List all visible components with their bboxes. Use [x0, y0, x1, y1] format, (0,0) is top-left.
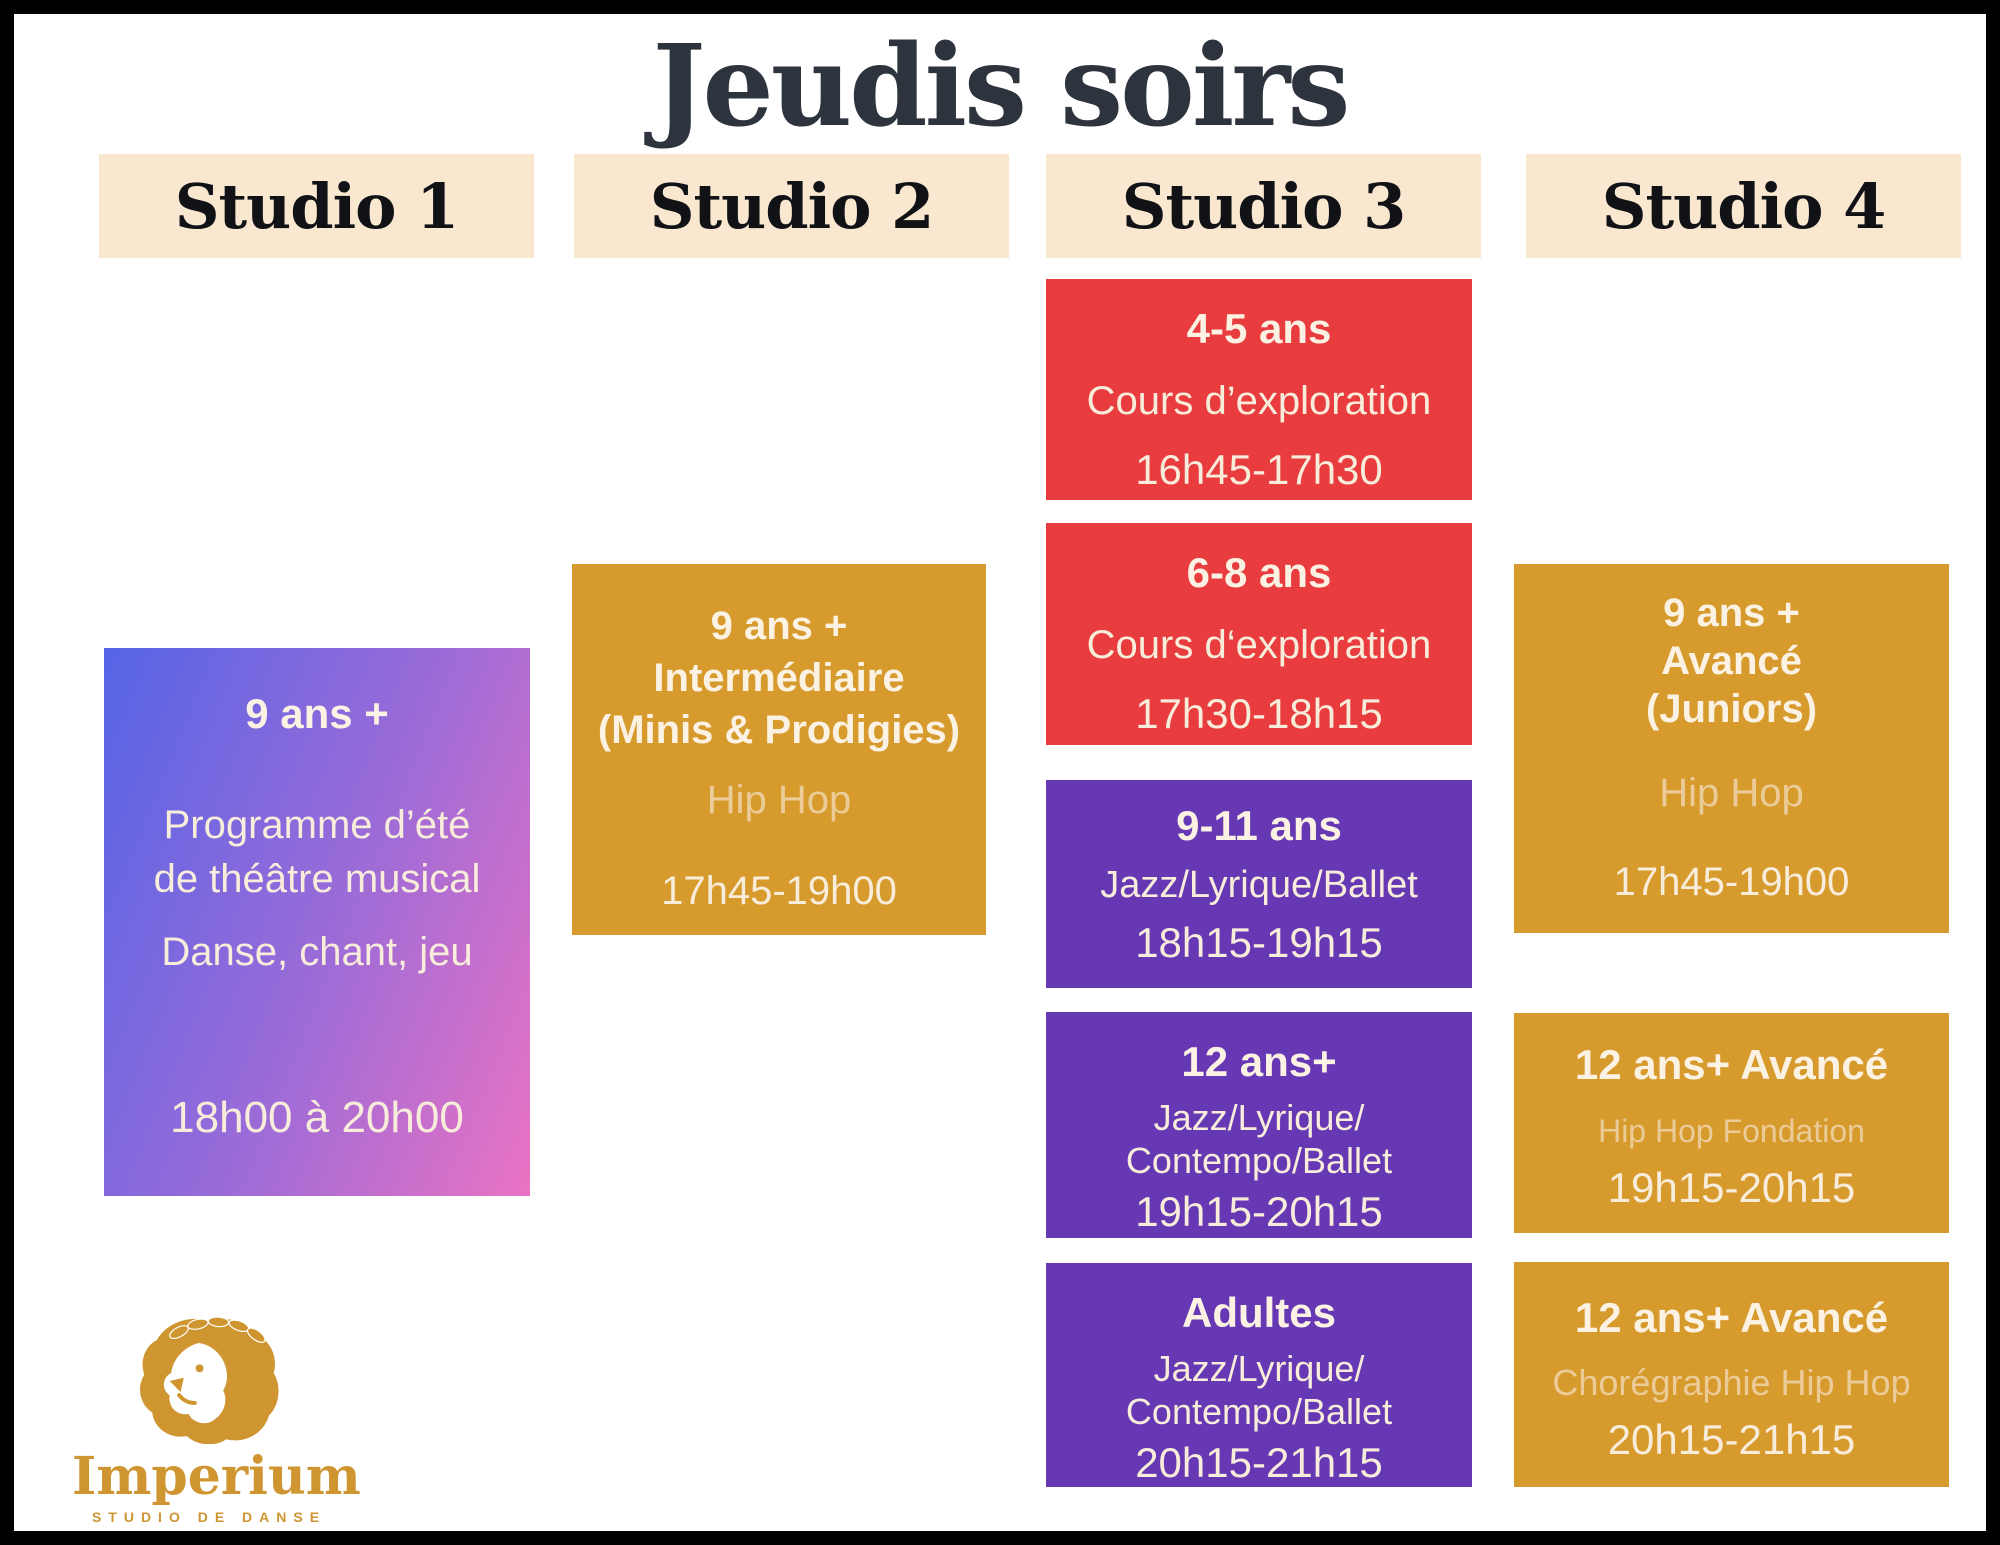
course-line1: Jazz/Lyrique/ — [1153, 1097, 1365, 1138]
dance-style-label: Hip Hop — [706, 778, 852, 822]
card-studio4-12-ans-avance-fondation — [1514, 1013, 1949, 1233]
card-studio4-12-ans-avance-choregraphie — [1514, 1262, 1949, 1487]
group-label: (Minis & Prodigies) — [597, 708, 961, 752]
age-group-label: 9 ans + — [245, 690, 389, 737]
age-group-label: 9 ans + — [710, 604, 848, 648]
time-label: 18h15-19h15 — [1135, 919, 1383, 966]
program-line1: Programme d’été — [163, 803, 471, 847]
age-group-label: 6-8 ans — [1186, 549, 1332, 596]
level-label: Intermédiaire — [653, 656, 905, 700]
course-label: Cours d’exploration — [1086, 379, 1432, 423]
card-studio2-hiphop-intermediaire — [572, 564, 986, 935]
card-studio3-9-11-ans — [1046, 780, 1472, 988]
level-label: Avancé — [1661, 639, 1802, 683]
imperium-logo — [72, 1310, 361, 1525]
card-studio3-4-5-ans — [1046, 279, 1472, 500]
course-label: Jazz/Lyrique/Ballet — [1100, 864, 1418, 906]
card-studio1-summer-program — [104, 648, 530, 1196]
studio-2-header-label: Studio 2 — [649, 169, 934, 243]
group-label: (Juniors) — [1645, 687, 1818, 731]
brand-tagline: STUDIO DE DANSE — [91, 1509, 327, 1525]
course-label: Cours d‘exploration — [1086, 623, 1432, 667]
studio-1-header — [99, 154, 534, 258]
card-studio4-9-ans-avance-juniors — [1514, 564, 1949, 933]
studio-4-header-label: Studio 4 — [1601, 169, 1886, 243]
time-label: 20h15-21h15 — [1607, 1416, 1856, 1463]
course-line2: Contempo/Ballet — [1125, 1391, 1393, 1432]
time-label: 17h30-18h15 — [1135, 690, 1383, 737]
age-group-label: 9-11 ans — [1176, 802, 1342, 849]
age-group-label: 4-5 ans — [1186, 305, 1332, 352]
dance-style-label: Chorégraphie Hip Hop — [1552, 1362, 1911, 1403]
card-studio3-12-ans-plus — [1046, 1012, 1472, 1238]
age-group-label: 9 ans + — [1663, 591, 1800, 635]
card-studio3-6-8-ans — [1046, 523, 1472, 745]
time-label: 19h15-20h15 — [1607, 1164, 1856, 1211]
time-label: 17h45-19h00 — [1613, 860, 1850, 904]
dance-style-label: Hip Hop Fondation — [1598, 1113, 1865, 1149]
age-group-label: 12 ans+ Avancé — [1574, 1041, 1889, 1088]
poster-page — [14, 14, 1986, 1531]
time-label: 19h15-20h15 — [1135, 1188, 1383, 1235]
time-label: 16h45-17h30 — [1135, 446, 1383, 493]
studio-3-header — [1046, 154, 1481, 258]
studio-2-header — [574, 154, 1009, 258]
course-line1: Jazz/Lyrique/ — [1153, 1348, 1365, 1389]
dance-style-label: Hip Hop — [1659, 771, 1804, 815]
time-label: 20h15-21h15 — [1135, 1439, 1383, 1486]
brand-name: Imperium — [72, 1446, 361, 1507]
studio-4-header — [1526, 154, 1961, 258]
page-title: Jeudis soirs — [652, 21, 1348, 152]
age-group-label: 12 ans+ Avancé — [1574, 1294, 1889, 1341]
studio-3-header-label: Studio 3 — [1121, 169, 1406, 243]
time-label: 17h45-19h00 — [661, 869, 897, 913]
studio-1-header-label: Studio 1 — [174, 169, 459, 243]
age-group-label: 12 ans+ — [1181, 1038, 1337, 1085]
activities-label: Danse, chant, jeu — [161, 930, 473, 974]
program-line2: de théâtre musical — [153, 857, 481, 901]
time-label: 18h00 à 20h00 — [170, 1093, 464, 1142]
course-line2: Contempo/Ballet — [1125, 1140, 1393, 1181]
age-group-label: Adultes — [1181, 1289, 1336, 1336]
card-studio3-adultes — [1046, 1263, 1472, 1487]
lion-laurel-crown-icon — [130, 1310, 288, 1444]
